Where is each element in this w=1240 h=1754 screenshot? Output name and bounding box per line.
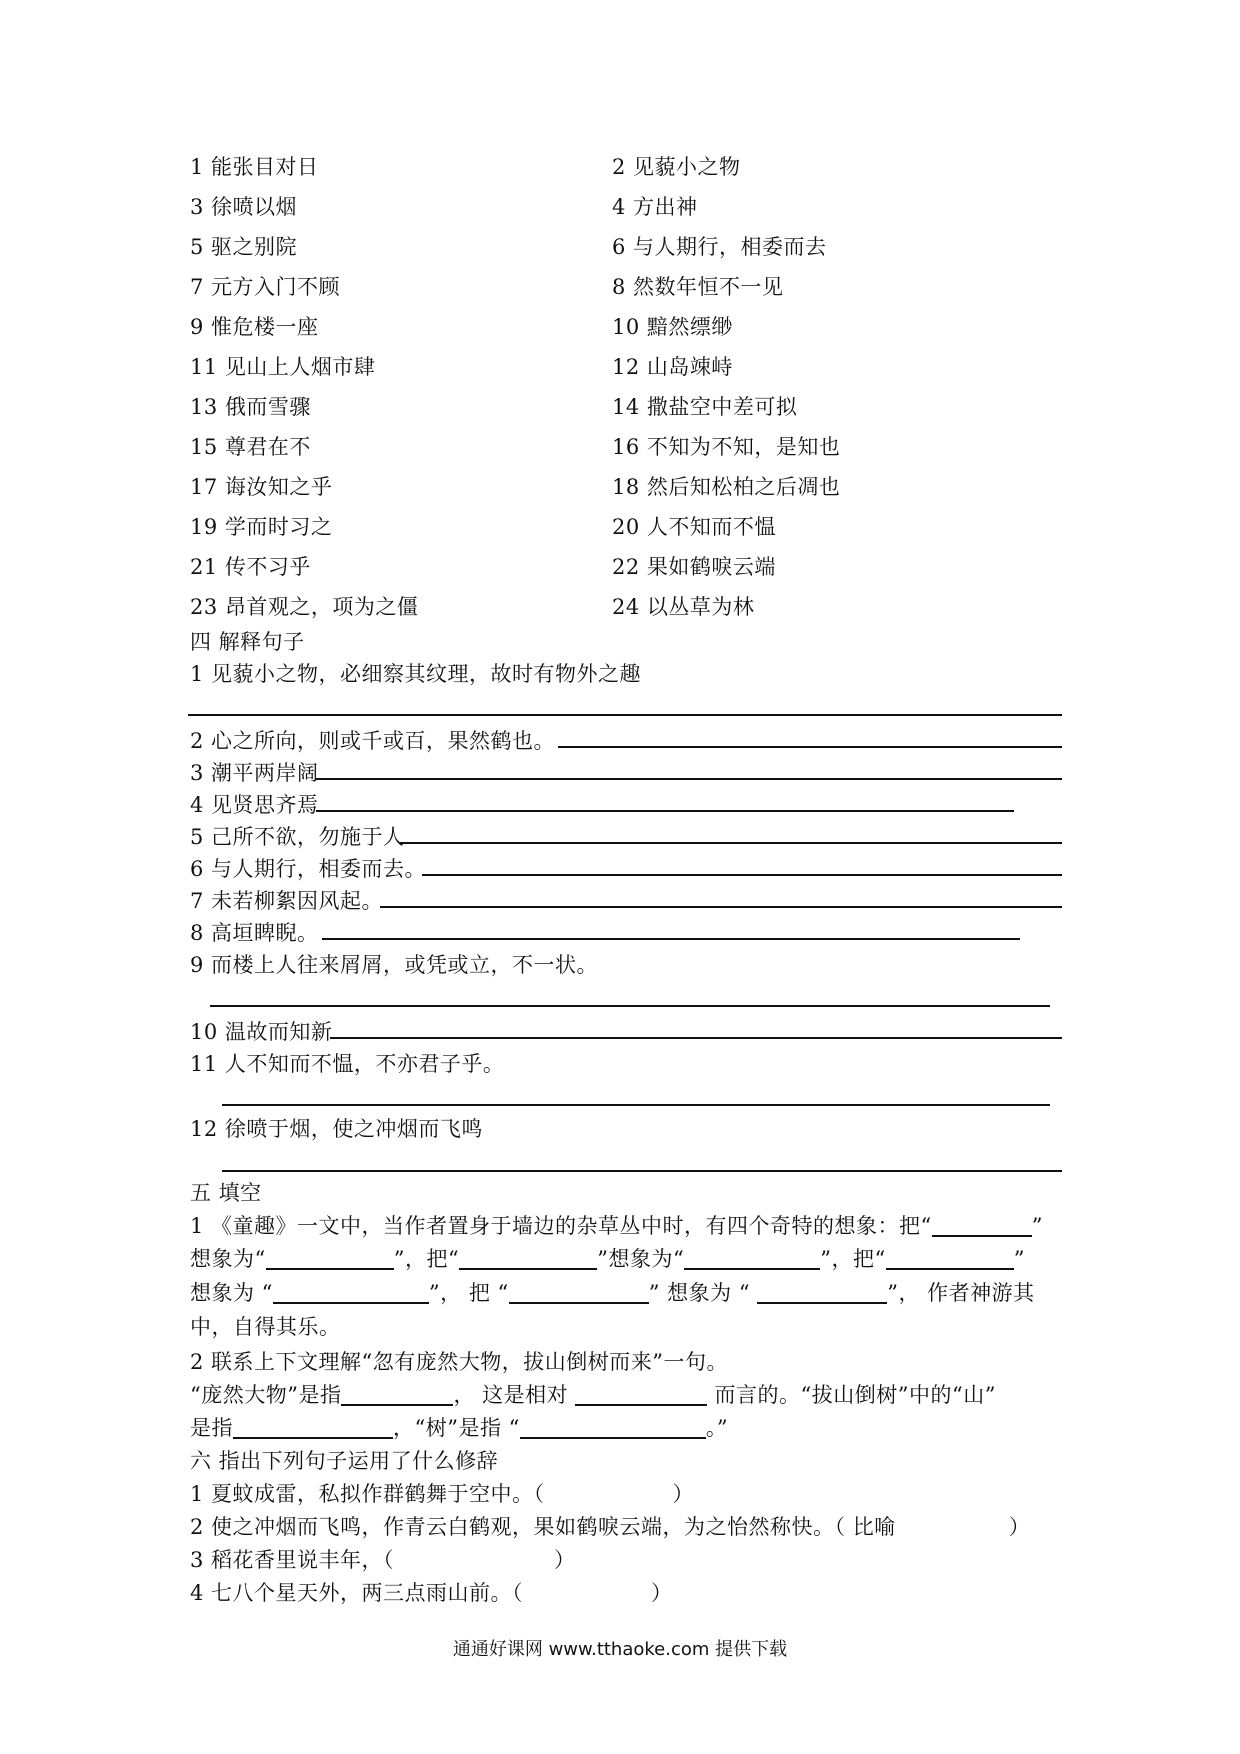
answer-line[interactable] (222, 1104, 1050, 1106)
rhetoric-item (190, 1513, 1060, 1541)
sentence-item: 10 温故而知新 (190, 1020, 333, 1044)
question-text: 3 稻花香里说丰年，（ (190, 1548, 395, 1572)
word-list-item: 7 元方入门不顾 (190, 275, 341, 299)
question-text: 。” (705, 1416, 729, 1440)
blank-field[interactable] (509, 1282, 649, 1304)
word-list-item: 10 黯然缥缈 (612, 315, 733, 339)
sentence-item: 9 而楼上人往来屑屑，或凭或立，不一状。 (190, 953, 599, 977)
sentence-item: 8 高垣睥睨。 (190, 921, 319, 945)
rhetoric-item (190, 1546, 1060, 1574)
sentence-item: 5 己所不欲，勿施于人 (190, 825, 405, 849)
word-list-item: 19 学而时习之 (190, 515, 333, 539)
word-list-item: 20 人不知而不愠 (612, 515, 776, 539)
sentence-item: 6 与人期行，相委而去。 (190, 857, 427, 881)
sentence-item: 1 见藐小之物，必细察其纹理，故时有物外之趣 (190, 662, 642, 686)
answer-line[interactable] (222, 1170, 1062, 1172)
word-list-item: 17 诲汝知之乎 (190, 475, 333, 499)
blank-field[interactable] (757, 1282, 887, 1304)
bracket: ） (672, 1482, 695, 1506)
fill-question-2-line-3 (190, 1414, 1060, 1442)
word-list-item: 18 然后知松柏之后凋也 (612, 475, 841, 499)
answer-line[interactable] (330, 1037, 1062, 1039)
quote-mark: ” (1013, 1247, 1025, 1271)
section-4-title: 四 解释句子 (190, 630, 305, 654)
blank-field[interactable] (575, 1384, 707, 1406)
fill-question-2-line-1: 2 联系上下文理解“忽有庞然大物，拔山倒树而来”一句。 (190, 1350, 729, 1374)
fill-question-1-line-3 (190, 1279, 1060, 1307)
blank-field[interactable] (520, 1417, 706, 1439)
word-list-item: 21 传不习乎 (190, 555, 311, 579)
word-list-item: 13 俄而雪骤 (190, 395, 311, 419)
answer-line[interactable] (188, 714, 1062, 716)
word-list-item: 6 与人期行，相委而去 (612, 235, 827, 259)
question-text: “庞然大物”是指 (190, 1383, 342, 1407)
rhetoric-item (190, 1480, 1060, 1508)
quote-mark: ” (1031, 1214, 1044, 1238)
section-6-title: 六 指出下列句子运用了什么修辞 (190, 1449, 499, 1473)
question-text: ， 这是相对 (453, 1383, 576, 1407)
sentence-item: 4 见贤思齐焉 (190, 793, 319, 817)
rhetoric-item (190, 1579, 1060, 1607)
blank-field[interactable] (273, 1282, 429, 1304)
word-list-item: 3 徐喷以烟 (190, 195, 298, 219)
blank-field[interactable] (459, 1248, 597, 1270)
answer-line[interactable] (422, 874, 1062, 876)
question-text: ，“树”是指 “ (393, 1416, 520, 1440)
question-text: 想象为 “ (190, 1281, 273, 1305)
word-list-item: 23 昂首观之，项为之僵 (190, 595, 419, 619)
blank-field[interactable] (341, 1384, 453, 1406)
bracket: ） (554, 1548, 576, 1572)
fill-question-2-line-2 (190, 1381, 1060, 1409)
page-footer: 通通好课网 www.tthaoke.com 提供下载 (452, 1639, 788, 1660)
sentence-item: 2 心之所向，则或千或百，果然鹤也。 (190, 729, 556, 753)
blank-field[interactable] (886, 1248, 1014, 1270)
question-text: ”， 把 “ (428, 1281, 509, 1305)
question-text: 2 使之冲烟而飞鸣，作青云白鹤观，果如鹤唳云端，为之怡然称快。（ (190, 1515, 853, 1539)
blank-field[interactable] (932, 1215, 1032, 1237)
section-5-title: 五 填空 (190, 1181, 262, 1205)
sentence-item: 7 未若柳絮因风起。 (190, 889, 384, 913)
fill-question-1-line-1 (190, 1212, 1060, 1240)
question-text: 1 夏蚊成雷，私拟作群鹤舞于空中。（ (190, 1482, 545, 1506)
question-text: ”，把“ (820, 1247, 886, 1271)
answer-field[interactable]: 比喻 (852, 1515, 896, 1539)
word-list-item: 4 方出神 (612, 195, 698, 219)
answer-line[interactable] (316, 778, 1062, 780)
word-list-item: 15 尊君在不 (190, 435, 311, 459)
word-list-item: 14 撒盐空中差可拟 (612, 395, 798, 419)
sentence-item: 12 徐喷于烟，使之冲烟而飞鸣 (190, 1117, 483, 1141)
answer-line[interactable] (400, 842, 1062, 844)
word-list-item: 8 然数年恒不一见 (612, 275, 784, 299)
question-text: 是指 (190, 1416, 233, 1440)
answer-line[interactable] (558, 746, 1062, 748)
word-list-item: 1 能张目对日 (190, 155, 319, 179)
question-text: 1 《童趣》一文中，当作者置身于墙边的杂草丛中时，有四个奇特的想象：把“ (190, 1214, 932, 1238)
word-list-item: 24 以丛草为林 (612, 595, 755, 619)
word-list-item: 2 见藐小之物 (612, 155, 741, 179)
question-text: ”， 作者神游其 (887, 1281, 1035, 1305)
question-text: 想象为“ (190, 1247, 266, 1271)
blank-field[interactable] (684, 1248, 820, 1270)
answer-line[interactable] (322, 938, 1020, 940)
bracket: ） (651, 1581, 673, 1605)
word-list-item: 16 不知为不知，是知也 (612, 435, 841, 459)
sentence-item: 3 潮平两岸阔 (190, 761, 319, 785)
word-list-item: 5 驱之别院 (190, 235, 298, 259)
word-list-item: 9 惟危楼一座 (190, 315, 319, 339)
answer-line[interactable] (316, 810, 1014, 812)
bracket: ） (1008, 1515, 1031, 1539)
fill-question-1-line-2 (190, 1245, 1060, 1273)
word-list-item: 12 山岛竦峙 (612, 355, 733, 379)
word-list-item: 22 果如鹤唳云端 (612, 555, 776, 579)
blank-field[interactable] (233, 1417, 393, 1439)
question-text: ”想象为“ (597, 1247, 685, 1271)
question-text: ” 想象为 “ (648, 1281, 758, 1305)
word-list-item: 11 见山上人烟市肆 (190, 355, 376, 379)
fill-question-1-line-4: 中，自得其乐。 (190, 1315, 341, 1339)
answer-line[interactable] (380, 906, 1062, 908)
question-text: 而言的。“拔山倒树”中的“山” (707, 1383, 996, 1407)
question-text: 4 七八个星天外，两三点雨山前。（ (190, 1581, 524, 1605)
question-text: ”，把“ (393, 1247, 460, 1271)
answer-line[interactable] (210, 1005, 1050, 1007)
sentence-item: 11 人不知而不愠，不亦君子乎。 (190, 1052, 505, 1076)
blank-field[interactable] (266, 1248, 394, 1270)
